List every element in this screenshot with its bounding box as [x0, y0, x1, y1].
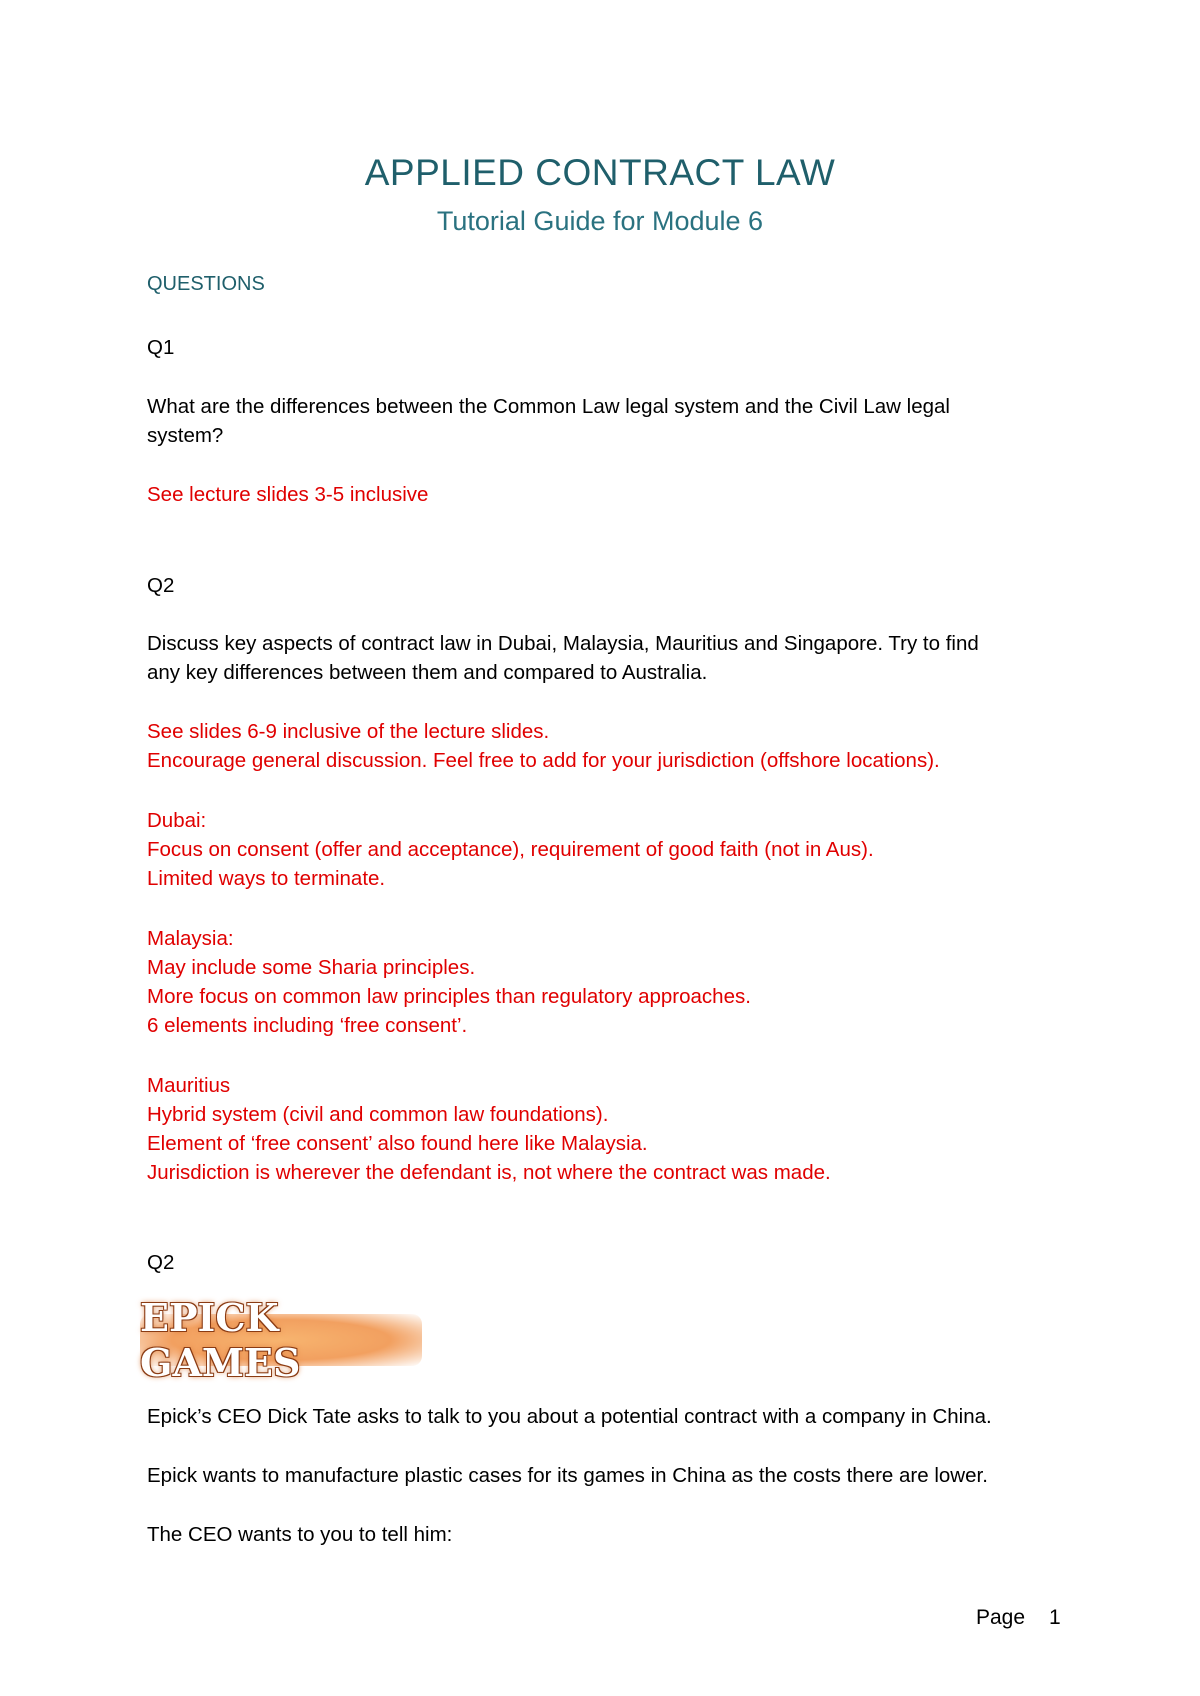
- page-number: 1: [1049, 1606, 1061, 1629]
- q1-question-line1: What are the differences between the Common Law legal system and the Civil Law legal: [147, 395, 950, 418]
- q1-answer: See lecture slides 3-5 inclusive: [147, 483, 429, 506]
- malaysia-line3: 6 elements including ‘free consent’.: [147, 1014, 468, 1037]
- q3-paragraph3: The CEO wants to you to tell him:: [147, 1523, 453, 1546]
- page-label: Page: [976, 1606, 1026, 1629]
- mauritius-heading: Mauritius: [147, 1074, 231, 1097]
- mauritius-line3: Jurisdiction is wherever the defendant is, not where the contract was made.: [147, 1161, 831, 1184]
- mauritius-line2: Element of ‘free consent’ also found here like Malaysia.: [147, 1132, 648, 1155]
- page-footer: [976, 1606, 1061, 1630]
- mauritius-line1: Hybrid system (civil and common law foundations).: [147, 1103, 609, 1126]
- malaysia-heading: Malaysia:: [147, 927, 234, 950]
- q2-question-line1: Discuss key aspects of contract law in Dubai, Malaysia, Mauritius and Singapore. Try to find: [147, 632, 979, 655]
- q2-answer-line1: See slides 6-9 inclusive of the lecture slides.: [147, 720, 550, 743]
- malaysia-line1: May include some Sharia principles.: [147, 956, 476, 979]
- dubai-heading: Dubai:: [147, 809, 207, 832]
- epick-games-logo-text: EPICK GAMES: [140, 1295, 301, 1385]
- q1-label: Q1: [147, 336, 175, 359]
- q3-paragraph2: Epick wants to manufacture plastic cases for its games in China as the costs there are lower.: [147, 1464, 988, 1487]
- q2-question-line2: any key differences between them and compared to Australia.: [147, 661, 708, 684]
- malaysia-line2: More focus on common law principles than regulatory approaches.: [147, 985, 751, 1008]
- document-title: APPLIED CONTRACT LAW: [364, 152, 836, 193]
- document-subtitle: Tutorial Guide for Module 6: [436, 206, 764, 236]
- q3-label: Q2: [147, 1251, 175, 1274]
- questions-heading: QUESTIONS: [147, 273, 265, 295]
- dubai-line2: Limited ways to terminate.: [147, 867, 386, 890]
- q1-question-line2: system?: [147, 424, 224, 447]
- q2-answer-line2: Encourage general discussion. Feel free to add for your jurisdiction (offshore locations).: [147, 749, 940, 772]
- dubai-line1: Focus on consent (offer and acceptance), requirement of good faith (not in Aus).: [147, 838, 874, 861]
- epick-games-logo: [140, 1295, 422, 1385]
- q2-label: Q2: [147, 574, 175, 597]
- q3-paragraph1: Epick’s CEO Dick Tate asks to talk to you about a potential contract with a company in China.: [147, 1405, 992, 1428]
